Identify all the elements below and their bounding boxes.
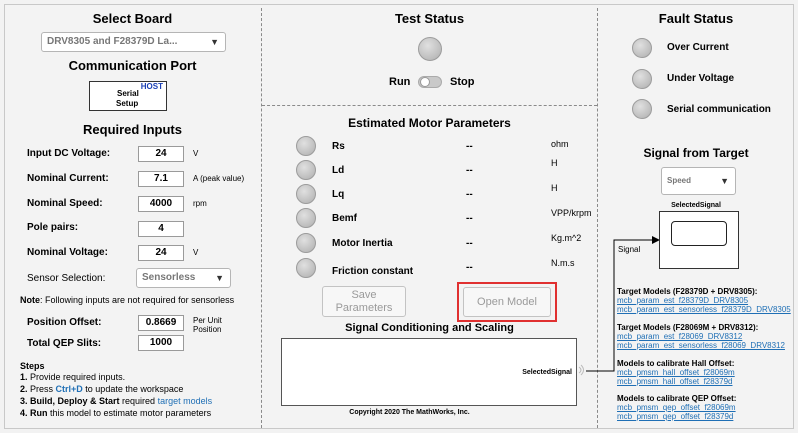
pole-pairs-label: Pole pairs: [27, 222, 79, 233]
hall-offset-header: Models to calibrate Hall Offset: [617, 359, 735, 368]
over-current-lamp [632, 38, 652, 58]
step-3-mid: required [119, 396, 158, 406]
estimated-params-title: Estimated Motor Parameters [348, 116, 511, 130]
target-models-link[interactable]: target models [157, 396, 213, 406]
motor-inertia-unit: Kg.m^2 [551, 233, 582, 243]
input-dc-voltage-field[interactable]: 24 [138, 146, 184, 162]
open-model-button[interactable]: Open Model [463, 287, 551, 317]
selected-signal-port: SelectedSignal [522, 369, 572, 376]
stop-label: Stop [450, 76, 475, 88]
step-1-text: Provide required inputs. [30, 372, 126, 382]
scope-block[interactable] [659, 211, 739, 269]
steps-title: Steps [20, 361, 45, 371]
nominal-current-field[interactable]: 7.1 [138, 171, 184, 187]
sensor-selection-value: Sensorless [142, 272, 196, 283]
bemf-label: Bemf [332, 213, 358, 224]
signal-label: Signal [618, 245, 641, 254]
copyright-text: Copyright 2020 The MathWorks, Inc. [349, 409, 470, 416]
board-dropdown[interactable] [41, 32, 226, 52]
selected-signal-label: SelectedSignal [671, 202, 721, 209]
required-inputs-title: Required Inputs [83, 122, 182, 137]
serial-setup-block[interactable] [89, 81, 167, 111]
friction-constant-lamp [296, 258, 316, 278]
qep-slits-field[interactable]: 1000 [138, 335, 184, 351]
toggle-knob [420, 77, 430, 87]
bemf-lamp [296, 208, 316, 228]
step-2-post: to update the workspace [82, 384, 184, 394]
chevron-down-icon: ▼ [215, 273, 224, 283]
model-link[interactable]: mcb_pmsm_qep_offset_f28379d [617, 412, 734, 421]
step-3-num: 3. [20, 396, 31, 406]
test-status-lamp [418, 37, 442, 61]
signal-dropdown[interactable] [661, 167, 736, 195]
signal-conditioning-block[interactable] [281, 338, 577, 406]
position-offset-unit-1: Per Unit [193, 316, 222, 325]
bemf-value: -- [466, 213, 473, 224]
save-parameters-line2: Parameters [335, 302, 393, 314]
serial-communication-lamp [632, 99, 652, 119]
divider-left [261, 8, 262, 428]
target-models-f28069m-header: Target Models (F28069M + DRV8312): [617, 323, 759, 332]
board-dropdown-value: DRV8305 and F28379D La... [47, 36, 178, 47]
step-2-pre: Press [30, 384, 56, 394]
model-link[interactable]: mcb_param_est_sensorless_f28069_DRV8312 [617, 341, 785, 350]
friction-constant-value: -- [466, 262, 473, 273]
lq-value: -- [466, 189, 473, 200]
motor-inertia-lamp [296, 233, 316, 253]
rs-lamp [296, 136, 316, 156]
save-parameters-line1: Save [351, 289, 377, 301]
step-3 [20, 396, 212, 406]
sensor-selection-dropdown[interactable] [136, 268, 231, 288]
nominal-speed-label: Nominal Speed: [27, 198, 103, 209]
signal-dropdown-value: Speed [667, 176, 692, 185]
pole-pairs-field[interactable]: 4 [138, 221, 184, 237]
nominal-voltage-field[interactable]: 24 [138, 245, 184, 261]
model-link[interactable]: mcb_param_est_f28379D_DRV8305 [617, 296, 749, 305]
lq-lamp [296, 184, 316, 204]
serial-setup-line1: Serial [117, 89, 139, 98]
ld-value: -- [466, 165, 473, 176]
model-link[interactable]: mcb_pmsm_hall_offset_f28069m [617, 368, 735, 377]
divider-middle [262, 105, 597, 106]
step-4-post: this model to estimate motor parameters [47, 408, 212, 418]
nominal-current-label: Nominal Current: [27, 173, 109, 184]
target-models-f28379d-header: Target Models (F28379D + DRV8305): [617, 287, 758, 296]
test-status-title: Test Status [394, 11, 465, 26]
serial-communication-label: Serial communication [667, 104, 771, 115]
chevron-down-icon: ▼ [720, 176, 729, 186]
friction-constant-label: Friction constant [332, 266, 414, 277]
step-3-bold: Build, Deploy & Start [30, 396, 120, 406]
lq-label: Lq [332, 189, 345, 200]
run-label: Run [389, 76, 411, 88]
motor-inertia-value: -- [466, 238, 473, 249]
step-4-num: 4. [20, 408, 31, 418]
step-2 [20, 384, 183, 394]
select-board-title: Select Board [92, 11, 173, 26]
position-offset-label: Position Offset: [27, 317, 102, 328]
input-dc-voltage-unit: V [193, 149, 199, 158]
serial-setup-line2: Setup [116, 99, 139, 108]
sensor-selection-label: Sensor Selection: [27, 273, 106, 284]
under-voltage-lamp [632, 69, 652, 89]
motor-inertia-label: Motor Inertia [332, 238, 393, 249]
nominal-voltage-label: Nominal Voltage: [27, 247, 108, 258]
model-link[interactable]: mcb_param_est_f28069_DRV8312 [617, 332, 743, 341]
model-link[interactable]: mcb_pmsm_qep_offset_f28069m [617, 403, 736, 412]
position-offset-unit-2: Position [193, 325, 222, 334]
step-4-bold: Run [30, 408, 48, 418]
scope-display [671, 221, 727, 246]
nominal-current-unit: A (peak value) [193, 174, 245, 183]
step-1 [20, 372, 125, 382]
friction-constant-unit: N.m.s [551, 258, 575, 268]
signal-from-target-title: Signal from Target [643, 146, 749, 160]
nominal-speed-unit: rpm [193, 199, 207, 208]
nominal-voltage-unit: V [193, 248, 199, 257]
chevron-down-icon: ▼ [210, 37, 219, 47]
rs-value: -- [466, 141, 473, 152]
nominal-speed-field[interactable]: 4000 [138, 196, 184, 212]
wifi-icon [578, 363, 586, 377]
over-current-label: Over Current [667, 42, 729, 53]
signal-conditioning-title: Signal Conditioning and Scaling [345, 322, 514, 334]
lq-unit: H [551, 183, 558, 193]
step-1-num: 1. [20, 372, 31, 382]
note-bold: Note [20, 295, 40, 305]
step-2-num: 2. [20, 384, 31, 394]
sensorless-note [20, 295, 234, 305]
qep-slits-label: Total QEP Slits: [27, 338, 102, 349]
model-link[interactable]: mcb_param_est_sensorless_f28379D_DRV8305 [617, 305, 791, 314]
ld-lamp [296, 160, 316, 180]
qep-offset-header: Models to calibrate QEP Offset: [617, 394, 737, 403]
serial-host-label: HOST [140, 82, 163, 91]
rs-label: Rs [332, 141, 345, 152]
step-4 [20, 408, 211, 418]
note-text: : Following inputs are not required for sensorless [40, 295, 235, 305]
model-link[interactable]: mcb_pmsm_hall_offset_f28379d [617, 377, 733, 386]
step-2-key: Ctrl+D [55, 384, 83, 394]
ld-unit: H [551, 158, 558, 168]
under-voltage-label: Under Voltage [667, 73, 735, 84]
communication-port-title: Communication Port [68, 58, 197, 73]
position-offset-field[interactable]: 0.8669 [138, 315, 184, 331]
rs-unit: ohm [551, 139, 569, 149]
save-parameters-button[interactable] [322, 286, 406, 317]
fault-status-title: Fault Status [658, 11, 734, 26]
ld-label: Ld [332, 165, 345, 176]
bemf-unit: VPP/krpm [551, 208, 592, 218]
run-stop-toggle[interactable] [418, 76, 442, 88]
input-dc-voltage-label: Input DC Voltage: [27, 148, 111, 159]
